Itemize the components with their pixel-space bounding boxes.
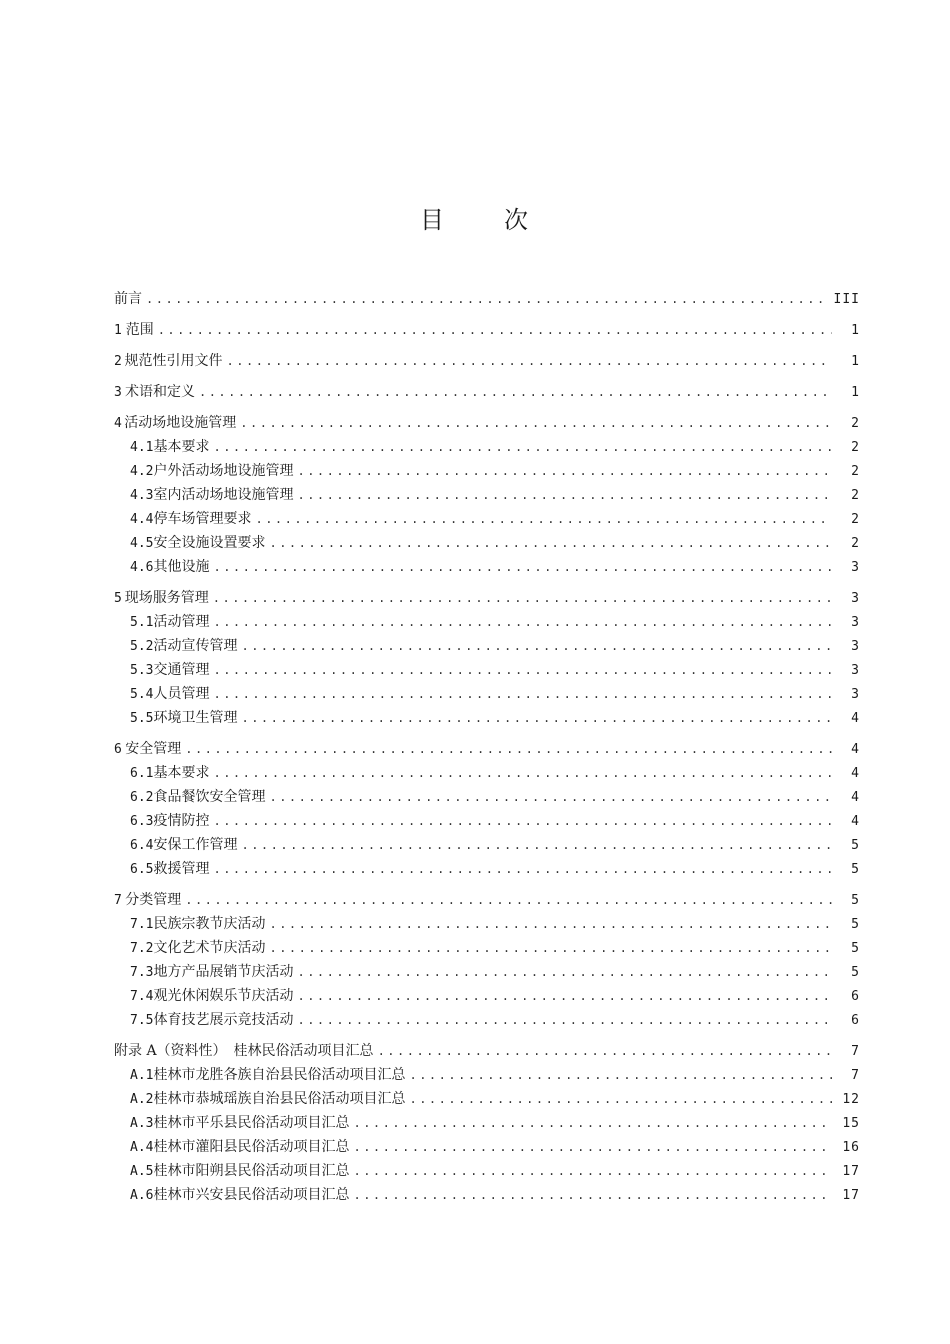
toc-entry-number: 7.4 bbox=[130, 989, 154, 1004]
dot-leader bbox=[241, 706, 832, 730]
toc-entry-number: 4.1 bbox=[130, 440, 154, 455]
dot-leader bbox=[213, 809, 832, 833]
toc-entry[interactable] bbox=[114, 888, 860, 912]
dot-leader bbox=[353, 1183, 832, 1207]
toc-entry-page: 4 bbox=[851, 814, 860, 829]
dot-leader bbox=[240, 411, 832, 435]
toc-entry-label: 救援管理 bbox=[153, 861, 210, 877]
toc-entry-number: A.4 bbox=[130, 1140, 154, 1155]
toc-entry-label: 疫情防控 bbox=[153, 813, 210, 829]
toc-entry-number: 7 bbox=[114, 893, 122, 908]
dot-leader bbox=[213, 682, 832, 706]
toc-entry-page: 3 bbox=[851, 560, 860, 575]
table-of-contents bbox=[114, 287, 860, 1207]
toc-entry[interactable] bbox=[114, 318, 860, 342]
toc-subentry[interactable] bbox=[114, 912, 860, 936]
toc-subentry[interactable] bbox=[114, 483, 860, 507]
dot-leader bbox=[409, 1087, 832, 1111]
toc-entry-label: 观光休闲娱乐节庆活动 bbox=[153, 988, 294, 1004]
toc-entry-number: 6.3 bbox=[130, 814, 154, 829]
toc-entry-label: 环境卫生管理 bbox=[153, 710, 238, 726]
toc-subentry[interactable] bbox=[114, 857, 860, 881]
toc-entry-page: 4 bbox=[851, 766, 860, 781]
dot-leader bbox=[213, 857, 832, 881]
toc-entry-page: 5 bbox=[851, 941, 860, 956]
toc-entry-number: 6 bbox=[114, 742, 122, 757]
dot-leader bbox=[146, 287, 828, 311]
toc-entry-label: 停车场管理要求 bbox=[153, 511, 252, 527]
toc-entry-page: 15 bbox=[842, 1116, 860, 1131]
dot-leader bbox=[255, 507, 832, 531]
toc-subentry[interactable] bbox=[114, 1063, 860, 1087]
title-char: 次 bbox=[504, 206, 530, 234]
toc-entry-page: 4 bbox=[851, 790, 860, 805]
toc-entry-label: 食品餐饮安全管理 bbox=[153, 789, 266, 805]
toc-subentry[interactable] bbox=[114, 610, 860, 634]
toc-entry[interactable] bbox=[114, 1039, 860, 1063]
dot-leader bbox=[297, 459, 832, 483]
toc-entry-label: 交通管理 bbox=[153, 662, 210, 678]
toc-entry-number: A.2 bbox=[130, 1092, 154, 1107]
toc-subentry[interactable] bbox=[114, 531, 860, 555]
toc-subentry[interactable] bbox=[114, 507, 860, 531]
toc-subentry[interactable] bbox=[114, 936, 860, 960]
dot-leader bbox=[185, 737, 832, 761]
toc-entry-page: 7 bbox=[851, 1044, 860, 1059]
toc-subentry[interactable] bbox=[114, 1111, 860, 1135]
toc-subentry[interactable] bbox=[114, 435, 860, 459]
dot-leader bbox=[213, 658, 832, 682]
toc-entry-number: A.5 bbox=[130, 1164, 154, 1179]
toc-subentry[interactable] bbox=[114, 1183, 860, 1207]
dot-leader bbox=[213, 435, 832, 459]
toc-subentry[interactable] bbox=[114, 459, 860, 483]
toc-subentry[interactable] bbox=[114, 555, 860, 579]
toc-entry-label: 桂林市阳朔县民俗活动项目汇总 bbox=[153, 1163, 350, 1179]
dot-leader bbox=[227, 349, 832, 373]
toc-entry-page: 5 bbox=[851, 965, 860, 980]
dot-leader bbox=[199, 380, 832, 404]
toc-entry-page: 2 bbox=[851, 536, 860, 551]
toc-entry[interactable] bbox=[114, 586, 860, 610]
toc-entry-number: 7.1 bbox=[130, 917, 154, 932]
toc-entry-label: 术语和定义 bbox=[124, 384, 195, 400]
dot-leader bbox=[353, 1111, 832, 1135]
toc-entry-label: 地方产品展销节庆活动 bbox=[153, 964, 294, 980]
dot-leader bbox=[269, 531, 832, 555]
toc-subentry[interactable] bbox=[114, 682, 860, 706]
toc-entry-number: A.3 bbox=[130, 1116, 154, 1131]
toc-entry-label: 桂林市龙胜各族自治县民俗活动项目汇总 bbox=[153, 1067, 406, 1083]
toc-subentry[interactable] bbox=[114, 809, 860, 833]
toc-subentry[interactable] bbox=[114, 833, 860, 857]
dot-leader bbox=[297, 984, 832, 1008]
toc-entry-page: 3 bbox=[851, 591, 860, 606]
toc-entry-label: 体育技艺展示竞技活动 bbox=[153, 1012, 294, 1028]
dot-leader bbox=[213, 586, 832, 610]
toc-subentry[interactable] bbox=[114, 658, 860, 682]
dot-leader bbox=[297, 483, 832, 507]
toc-entry-label: 文化艺术节庆活动 bbox=[153, 940, 266, 956]
toc-entry-label: 活动宣传管理 bbox=[153, 638, 238, 654]
dot-leader bbox=[213, 761, 832, 785]
dot-leader bbox=[409, 1063, 832, 1087]
dot-leader bbox=[269, 936, 832, 960]
toc-entry-page: 1 bbox=[851, 385, 860, 400]
toc-entry-page: 7 bbox=[851, 1068, 860, 1083]
toc-entry-number: A.6 bbox=[130, 1188, 154, 1203]
toc-entry-label: 桂林市平乐县民俗活动项目汇总 bbox=[153, 1115, 350, 1131]
toc-entry-page: 17 bbox=[842, 1188, 860, 1203]
toc-entry-page: 12 bbox=[842, 1092, 860, 1107]
toc-entry[interactable] bbox=[114, 411, 860, 435]
toc-entry-page: 2 bbox=[851, 440, 860, 455]
toc-entry-number: 5.2 bbox=[130, 639, 154, 654]
toc-subentry[interactable] bbox=[114, 785, 860, 809]
toc-subentry[interactable] bbox=[114, 706, 860, 730]
toc-entry-label: 桂林市兴安县民俗活动项目汇总 bbox=[153, 1187, 350, 1203]
toc-entry-page: 3 bbox=[851, 663, 860, 678]
toc-entry-number: 3 bbox=[114, 385, 122, 400]
toc-entry-label: 范围 bbox=[125, 322, 154, 338]
toc-entry-label: 桂林市灌阳县民俗活动项目汇总 bbox=[153, 1139, 350, 1155]
toc-entry-number: 5 bbox=[114, 591, 122, 606]
toc-entry-label: 民族宗教节庆活动 bbox=[153, 916, 266, 932]
dot-leader bbox=[297, 960, 832, 984]
dot-leader bbox=[241, 833, 832, 857]
toc-entry-number: 4.5 bbox=[130, 536, 154, 551]
toc-entry-label: 附录 A（资料性） 桂林民俗活动项目汇总 bbox=[114, 1043, 374, 1059]
toc-entry-page: 4 bbox=[851, 711, 860, 726]
dot-leader bbox=[241, 634, 832, 658]
toc-entry-label: 基本要求 bbox=[153, 439, 210, 455]
toc-entry-number: 7.5 bbox=[130, 1013, 154, 1028]
toc-subentry[interactable] bbox=[114, 1087, 860, 1111]
dot-leader bbox=[353, 1159, 832, 1183]
toc-entry-page: 3 bbox=[851, 639, 860, 654]
toc-subentry[interactable] bbox=[114, 960, 860, 984]
toc-entry-page: 17 bbox=[842, 1164, 860, 1179]
toc-entry-label: 人员管理 bbox=[153, 686, 210, 702]
toc-entry-page: 4 bbox=[851, 742, 860, 757]
toc-subentry[interactable] bbox=[114, 634, 860, 658]
toc-entry-page: 16 bbox=[842, 1140, 860, 1155]
toc-entry-number: 6.2 bbox=[130, 790, 154, 805]
toc-entry-number: 7.3 bbox=[130, 965, 154, 980]
dot-leader bbox=[213, 555, 832, 579]
toc-entry-number: 5.4 bbox=[130, 687, 154, 702]
toc-entry-label: 活动管理 bbox=[153, 614, 210, 630]
toc-entry-label: 户外活动场地设施管理 bbox=[153, 463, 294, 479]
toc-entry-label: 安保工作管理 bbox=[153, 837, 238, 853]
toc-entry-page: 5 bbox=[851, 893, 860, 908]
toc-entry-page: 2 bbox=[851, 416, 860, 431]
toc-entry-label: 安全管理 bbox=[125, 741, 182, 757]
toc-entry-page: 5 bbox=[851, 862, 860, 877]
dot-leader bbox=[269, 912, 832, 936]
toc-entry-number: 6.4 bbox=[130, 838, 154, 853]
toc-entry-number: 4.2 bbox=[130, 464, 154, 479]
toc-entry-label: 其他设施 bbox=[153, 559, 210, 575]
toc-entry-label: 规范性引用文件 bbox=[124, 353, 223, 369]
toc-entry-label: 室内活动场地设施管理 bbox=[153, 487, 294, 503]
toc-entry-number: 4.4 bbox=[130, 512, 154, 527]
toc-entry-label: 分类管理 bbox=[125, 892, 182, 908]
toc-entry-page: 3 bbox=[851, 687, 860, 702]
toc-entry[interactable] bbox=[114, 349, 860, 373]
toc-entry-page: 2 bbox=[851, 464, 860, 479]
toc-entry-label: 现场服务管理 bbox=[124, 590, 209, 606]
toc-subentry[interactable] bbox=[114, 1159, 860, 1183]
toc-entry-label: 活动场地设施管理 bbox=[124, 415, 237, 431]
dot-leader bbox=[185, 888, 832, 912]
toc-entry-number: 7.2 bbox=[130, 941, 154, 956]
toc-entry-number: 4 bbox=[114, 416, 122, 431]
toc-entry-number: 5.5 bbox=[130, 711, 154, 726]
toc-entry-number: 5.1 bbox=[130, 615, 154, 630]
toc-subentry[interactable] bbox=[114, 1135, 860, 1159]
toc-entry-page: 3 bbox=[851, 615, 860, 630]
toc-entry[interactable] bbox=[114, 287, 860, 311]
toc-entry-number: 1 bbox=[114, 323, 122, 338]
toc-entry[interactable] bbox=[114, 737, 860, 761]
toc-entry-number: 6.1 bbox=[130, 766, 154, 781]
toc-entry[interactable] bbox=[114, 380, 860, 404]
page-title bbox=[0, 200, 950, 235]
toc-subentry[interactable] bbox=[114, 761, 860, 785]
toc-entry-number: 6.5 bbox=[130, 862, 154, 877]
toc-entry-label: 桂林市恭城瑶族自治县民俗活动项目汇总 bbox=[153, 1091, 406, 1107]
toc-entry-number: A.1 bbox=[130, 1068, 154, 1083]
toc-entry-page: III bbox=[833, 292, 860, 307]
title-char: 目 bbox=[420, 206, 446, 234]
toc-entry-label: 基本要求 bbox=[153, 765, 210, 781]
dot-leader bbox=[213, 610, 832, 634]
dot-leader bbox=[269, 785, 832, 809]
toc-subentry[interactable] bbox=[114, 1008, 860, 1032]
toc-subentry[interactable] bbox=[114, 984, 860, 1008]
toc-entry-page: 5 bbox=[851, 838, 860, 853]
toc-entry-page: 1 bbox=[851, 323, 860, 338]
toc-entry-page: 2 bbox=[851, 512, 860, 527]
toc-entry-page: 6 bbox=[851, 989, 860, 1004]
toc-entry-page: 2 bbox=[851, 488, 860, 503]
toc-entry-label: 安全设施设置要求 bbox=[153, 535, 266, 551]
toc-entry-page: 1 bbox=[851, 354, 860, 369]
toc-entry-number: 2 bbox=[114, 354, 122, 369]
toc-entry-number: 4.6 bbox=[130, 560, 154, 575]
toc-entry-page: 6 bbox=[851, 1013, 860, 1028]
dot-leader bbox=[353, 1135, 832, 1159]
toc-entry-number: 5.3 bbox=[130, 663, 154, 678]
dot-leader bbox=[297, 1008, 832, 1032]
toc-entry-page: 5 bbox=[851, 917, 860, 932]
dot-leader bbox=[158, 318, 832, 342]
toc-entry-label: 前言 bbox=[114, 291, 142, 307]
dot-leader bbox=[378, 1039, 832, 1063]
toc-entry-number: 4.3 bbox=[130, 488, 154, 503]
